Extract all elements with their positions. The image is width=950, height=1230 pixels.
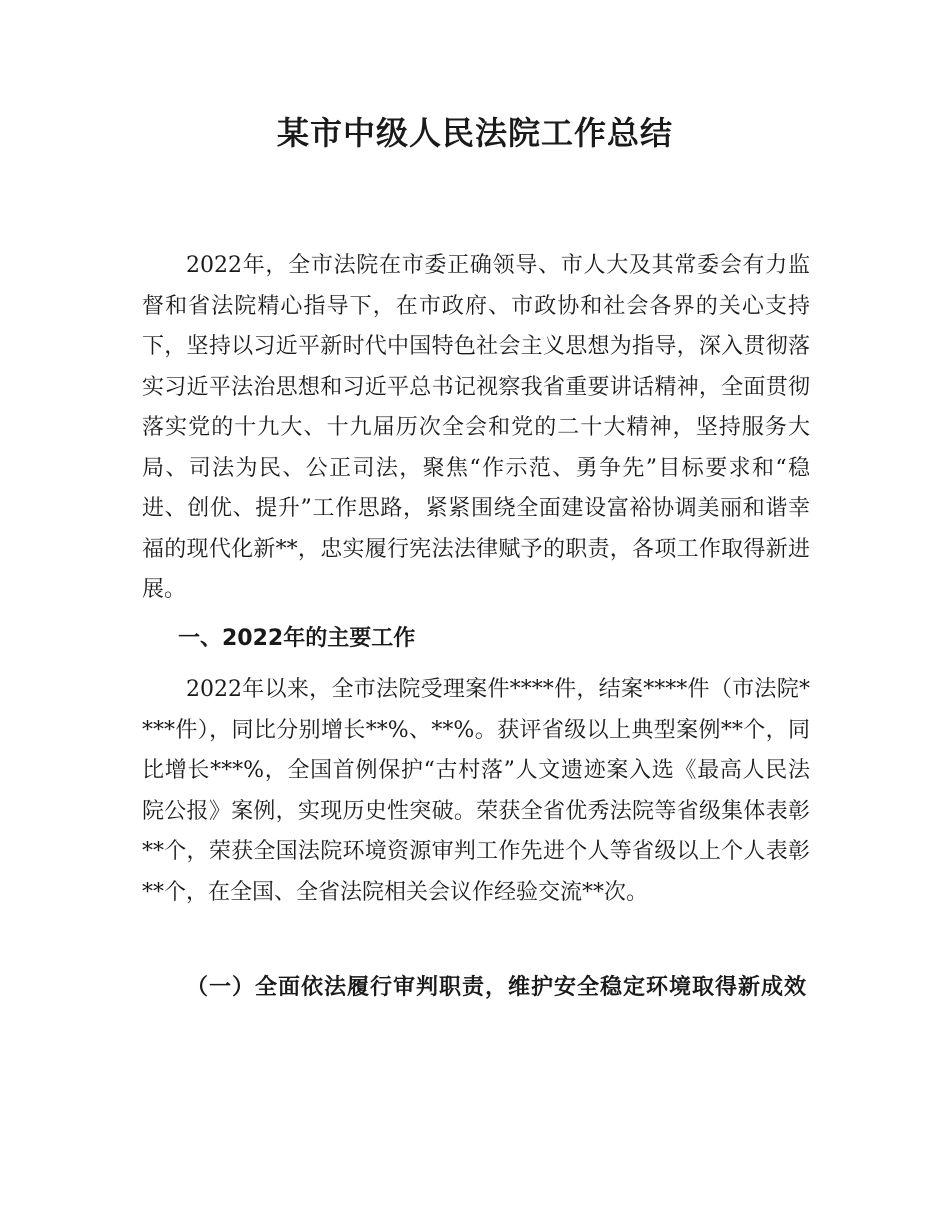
summary-paragraph: 2022年以来，全市法院受理案件****件，结案****件（市法院****件），同比分别增长**%、**%。获评省级以上典型案例**个，同比增长***%，全国首例保护“古村落”人文遗迹案入选《最高人民法院公报》案例，实现历史性突破。荣获全省优秀法院等省级集体表彰**个，荣获全国法院环境资源审判工作先进个人等省级以上个人表彰**个，在全国、全省法院相关会议作经验交流**次。 (142, 677, 810, 905)
intro-paragraph: 2022年，全市法院在市委正确领导、市人大及其常委会有力监督和省法院精心指导下，在市政府、市政协和社会各界的关心支持下，坚持以习近平新时代中国特色社会主义思想为指导，深入贯彻落实习近平法治思想和习近平总书记视察我省重要讲话精神，全面贯彻落实党的十九大、十九届历次全会和党的二十大精神，坚持服务大局、司法为民、公正司法，聚焦“作示范、勇争先”目标要求和“稳进、创优、提升”工作思路，紧紧围绕全面建设富裕协调美丽和谐幸福的现代化新**，忠实履行宪法法律赋予的职责，各项工作取得新进展。 (142, 253, 810, 602)
subsection-heading: （一）全面依法履行审判职责，维护安全稳定环境取得新成效 (186, 975, 808, 1000)
document-title: 某市中级人民法院工作总结 (276, 114, 673, 152)
section-heading: 一、2022年的主要工作 (178, 626, 416, 651)
